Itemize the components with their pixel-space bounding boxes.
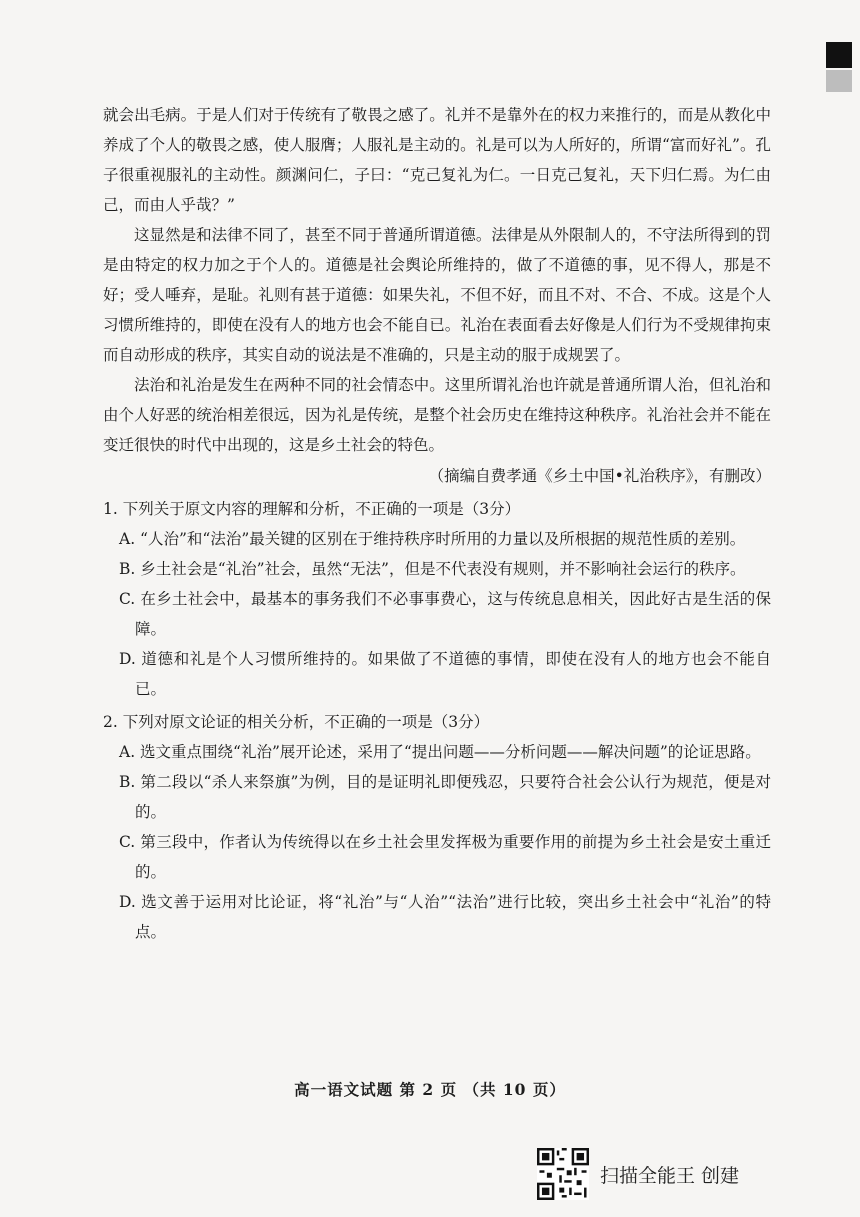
option-b: B. 第二段以“杀人来祭旗”为例，目的是证明礼即便残忍，只要符合社会公认行为规范，便是对的。 xyxy=(119,773,771,821)
option-d: D. 道德和礼是个人习惯所维持的。如果做了不道德的事情，即使在没有人的地方也会不能自已。 xyxy=(119,650,771,698)
passage-paragraph-2: 这显然是和法律不同了，甚至不同于普通所谓道德。法律是从外限制人的，不守法所得到的罚是由特定的权力加之于个人的。道德是社会舆论所维持的，做了不道德的事，见不得人，那是不好；受人唾弃，是耻。礼则有甚于道德：如果失礼，不但不好，而且不对、不合、不成。这是个人习惯所维持的，即使在没有人的地方也会不能自已。礼治在表面看去好像是人们行为不受规律拘束而自动形成的秩序，其实自动的说法是不准确的，只是主动的服于成规罢了。 xyxy=(103,226,771,364)
option-c: C. 第三段中，作者认为传统得以在乡土社会里发挥极为重要作用的前提为乡土社会是安土重迁的。 xyxy=(119,833,771,881)
option-c: C. 在乡土社会中，最基本的事务我们不必事事费心，这与传统息息相关，因此好古是生活的保障。 xyxy=(119,590,771,638)
question-1 xyxy=(103,494,771,704)
question-2 xyxy=(103,707,771,947)
option-d: D. 选文善于运用对比论证，将“礼治”与“人治”“法治”进行比较，突出乡土社会中“礼治”的特点。 xyxy=(119,893,771,941)
page-content xyxy=(103,100,771,947)
option-a: A. 选文重点围绕“礼治”展开论述，采用了“提出问题——分析问题——解决问题”的论证思路。 xyxy=(119,743,761,761)
question-stem: 1. 下列关于原文内容的理解和分析，不正确的一项是（3分） xyxy=(103,500,521,518)
passage-paragraph-3: 法治和礼治是发生在两种不同的社会情态中。这里所谓礼治也许就是普通所谓人治，但礼治和由个人好恶的统治相差很远，因为礼是传统，是整个社会历史在维持这种秩序。礼治社会并不能在变迁很快的时代中出现的，这是乡土社会的特色。 xyxy=(103,376,771,454)
alignment-mark-black xyxy=(826,42,852,68)
question-stem: 2. 下列对原文论证的相关分析，不正确的一项是（3分） xyxy=(103,713,490,731)
passage-source: （摘编自费孝通《乡土中国•礼治秩序》，有删改） xyxy=(428,467,771,485)
option-a: A. “人治”和“法治”最关键的区别在于维持秩序时所用的力量以及所根据的规范性质的差别。 xyxy=(119,530,746,548)
scanner-watermark-text: 扫描全能王 创建 xyxy=(600,1165,740,1187)
qr-code-icon xyxy=(537,1148,589,1200)
passage-paragraph-1: 就会出毛病。于是人们对于传统有了敬畏之感了。礼并不是靠外在的权力来推行的，而是从教化中养成了个人的敬畏之感，使人服膺；人服礼是主动的。礼是可以为人所好的，所谓“富而好礼”。孔子很重视服礼的主动性。颜渊问仁，子曰：“克己复礼为仁。一日克己复礼，天下归仁焉。为仁由己，而由人乎哉？” xyxy=(103,106,771,214)
option-b: B. 乡土社会是“礼治”社会，虽然“无法”，但是不代表没有规则，并不影响社会运行的秩序。 xyxy=(119,560,746,578)
alignment-mark-gray xyxy=(826,70,852,92)
page-footer: 高一语文试题 第 2 页 （共 10 页） xyxy=(294,1080,566,1099)
